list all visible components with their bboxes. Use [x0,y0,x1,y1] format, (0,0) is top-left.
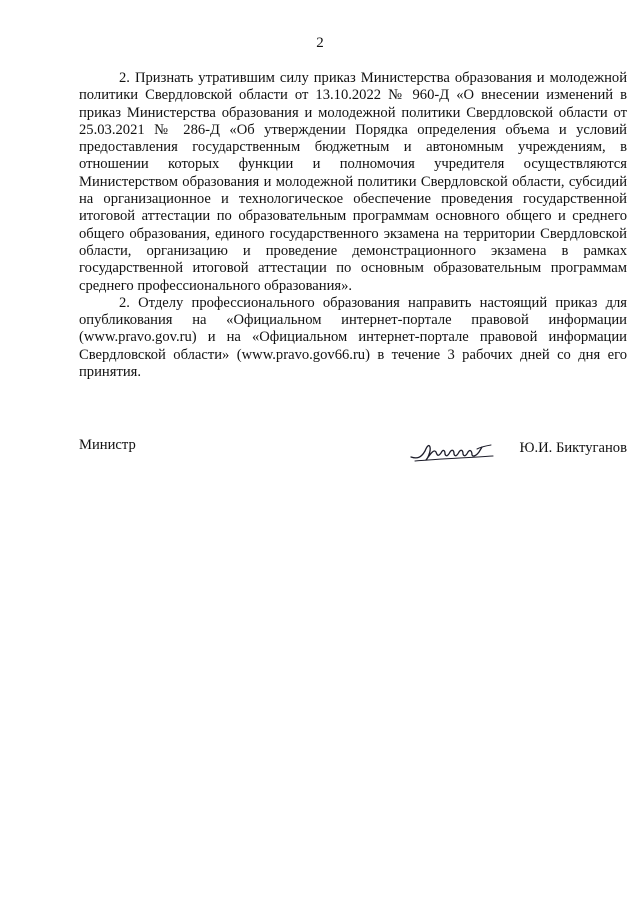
signer-name: Ю.И. Биктуганов [519,440,627,456]
paragraph-publication: 2. Отделу профессионального образования направить настоящий приказ для опубликования на «Официальном интернет-портале правовой информации (www.pravo.gov.ru) и на «Официальном интернет-портале правовой информации Свердловской области» (www.pravo.gov66.ru) в течение 3 рабочих дней со дня его принятия. [79,294,627,381]
signature-block [79,437,627,477]
page-number: 2 [316,35,324,51]
document-body [79,70,627,381]
paragraph-revoke-order: 2. Признать утратившим силу приказ Министерства образования и молодежной политики Свердловской области от 13.10.2022 № 960-Д «О внесении изменений в приказ Министерства образования и молодежной политики Свердловской области от 25.03.2021 № 286-Д «Об утверждении Порядка определения объема и условий предоставления государственным бюджетным и автономным учреждениям, в отношении которых функции и полномочия учредителя осуществляются Министерством образования и молодежной политики Свердловской области, субсидий на организационное и технологическое обеспечение проведения государственной итоговой аттестации по образовательным программам основного общего и среднего общего образования, единого государственного экзамена на территории Свердловской области, организацию и проведение демонстрационного экзамена в рамках государственной итоговой аттестации по основным образовательным программам среднего профессионального образования». [79,70,627,294]
handwritten-signature-icon [407,437,499,467]
signer-position: Министр [79,437,136,453]
